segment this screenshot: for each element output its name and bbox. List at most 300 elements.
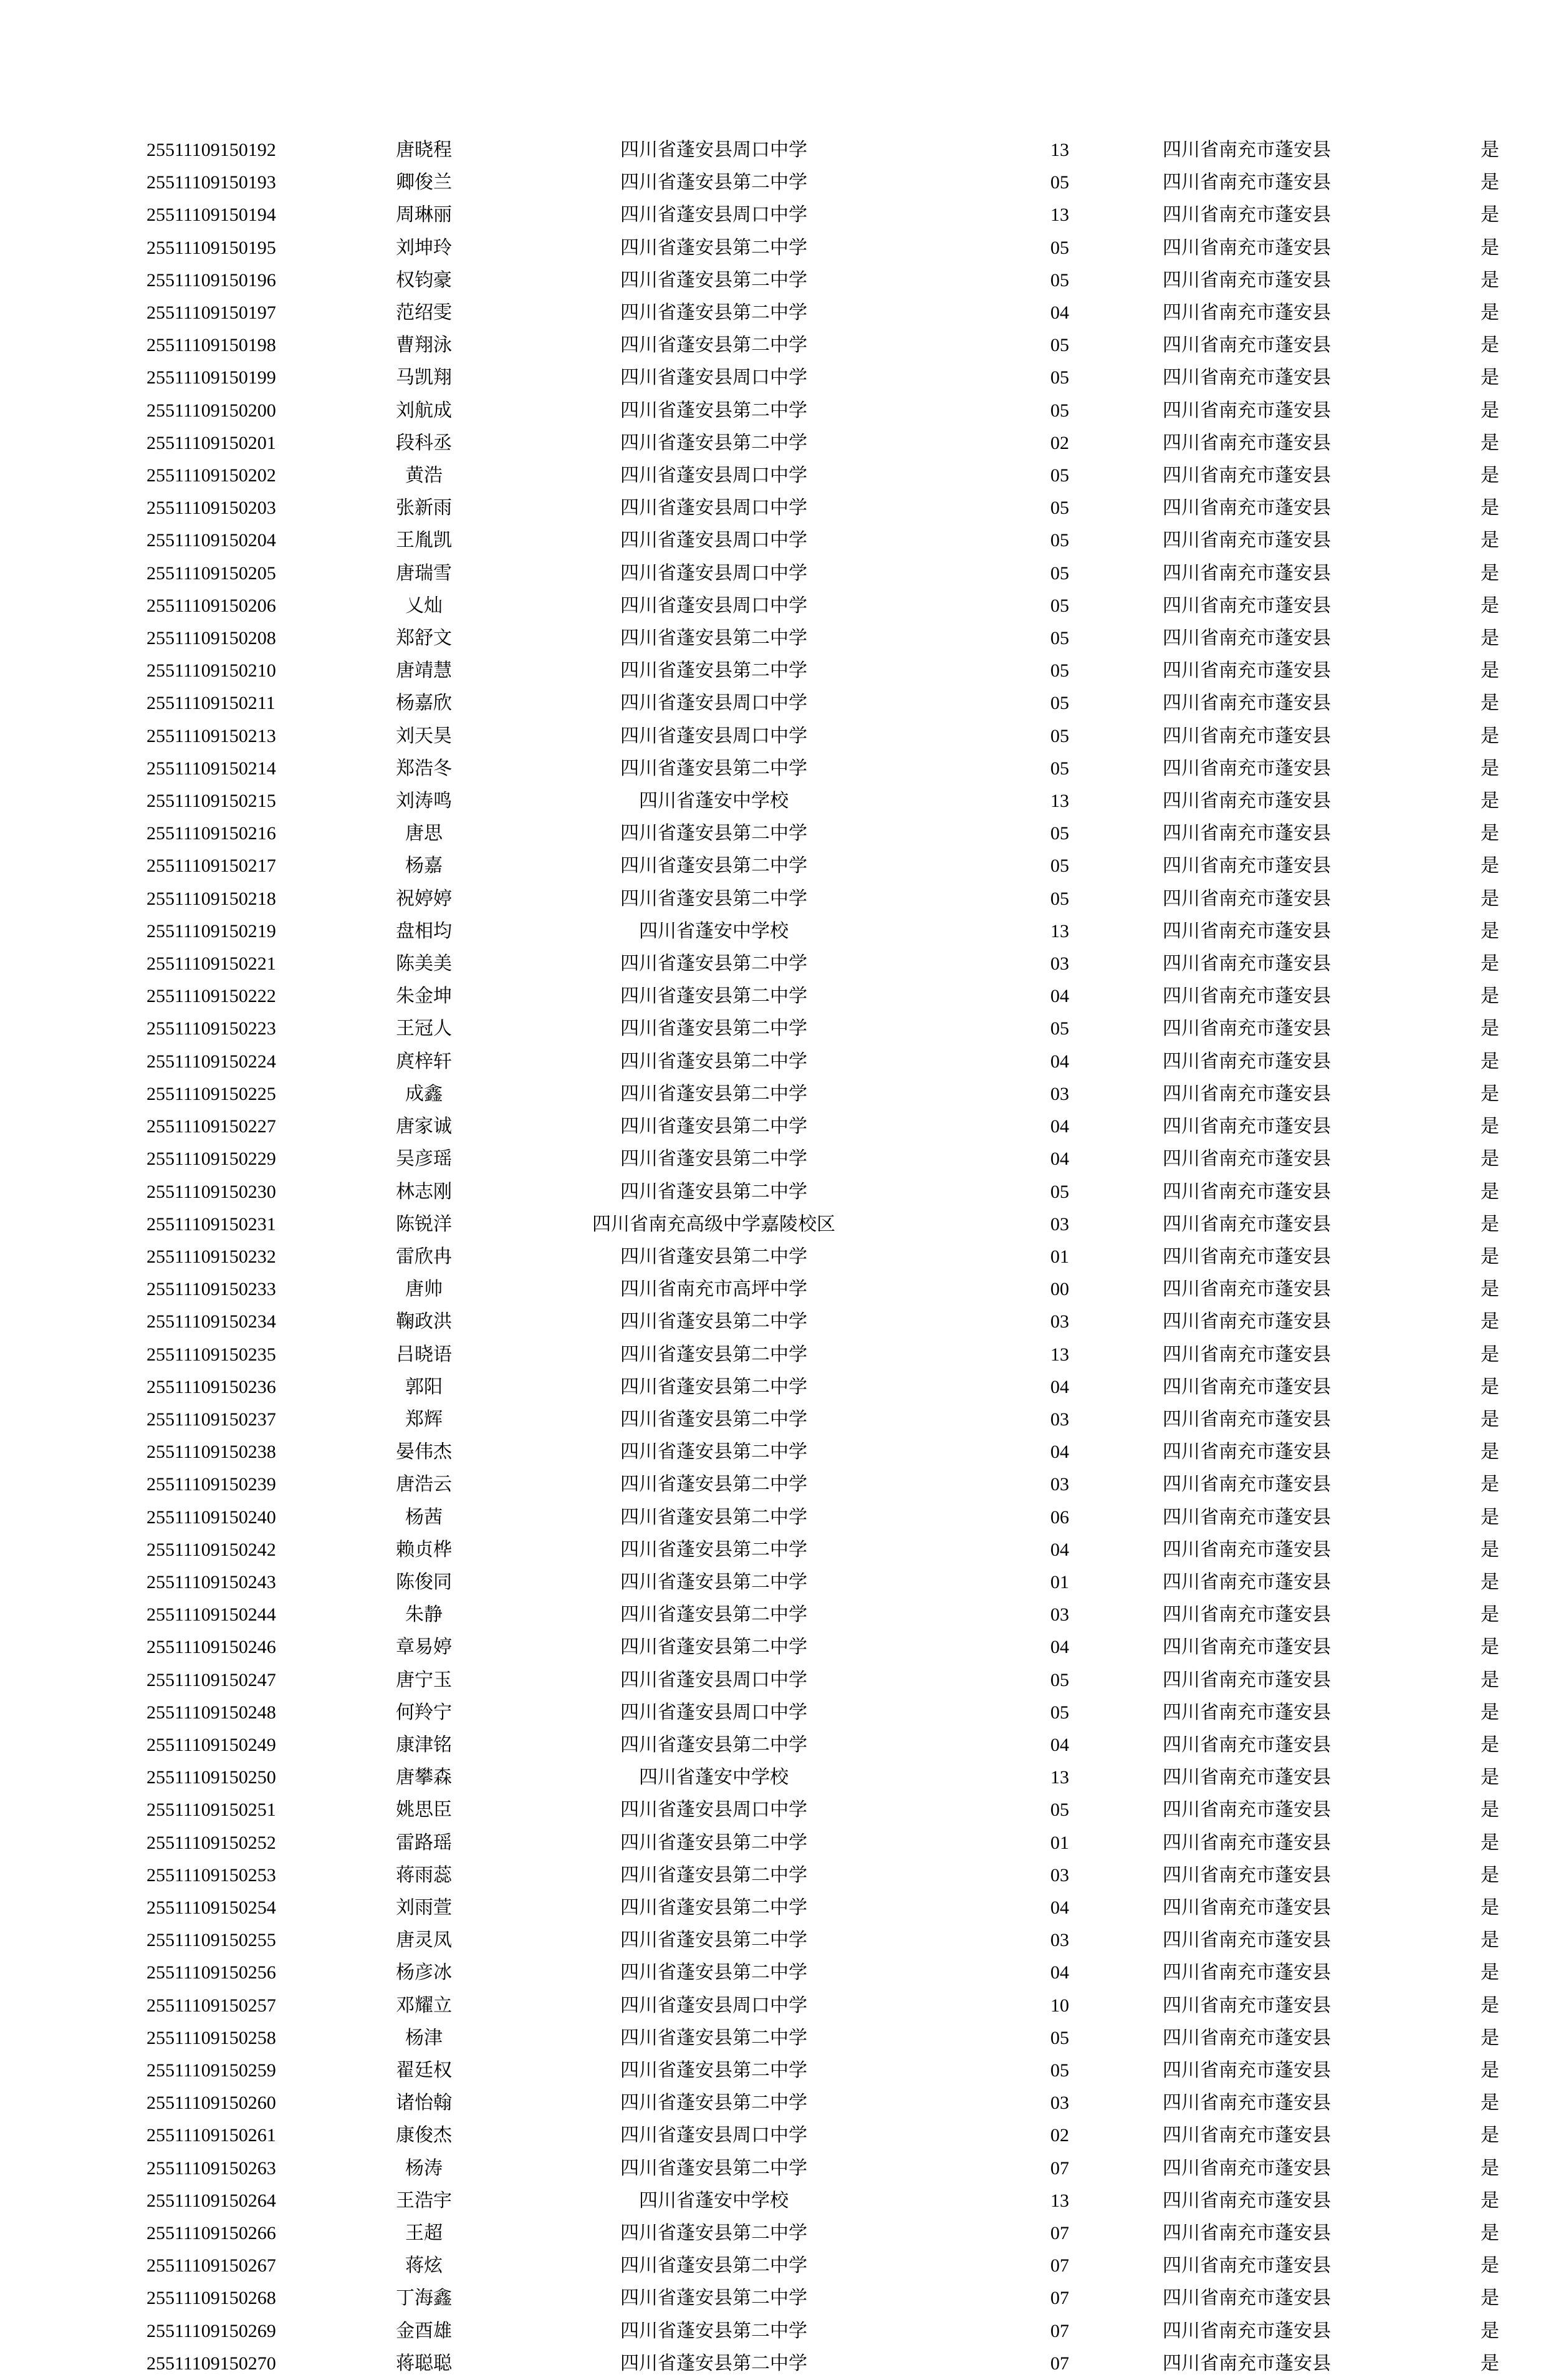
- cell-region: 四川省南充市蓬安县: [1163, 2353, 1331, 2374]
- cell-candidate-name: 王冠人: [396, 1018, 452, 1039]
- cell-region: 四川省南充市蓬安县: [1163, 530, 1331, 551]
- cell-school: 四川省蓬安县第二中学: [620, 1246, 807, 1267]
- cell-school: 四川省蓬安县第二中学: [620, 986, 807, 1007]
- cell-code: 04: [1050, 1149, 1069, 1170]
- cell-candidate-name: 王胤凯: [396, 530, 452, 551]
- table-row: [146, 948, 1546, 980]
- cell-candidate-name: 刘涛鸣: [396, 791, 452, 812]
- cell-school: 四川省蓬安县第二中学: [620, 628, 807, 649]
- cell-school: 四川省蓬安县周口中学: [620, 1669, 807, 1690]
- cell-code: 05: [1050, 1799, 1069, 1821]
- cell-candidate-name: 张新雨: [396, 498, 452, 519]
- cell-spacer: [932, 199, 957, 231]
- table-row: [146, 2185, 1546, 2217]
- cell-candidate-id: 25511109150201: [146, 432, 276, 453]
- cell-region: 四川省南充市蓬安县: [1163, 1311, 1331, 1332]
- cell-candidate-name: 何羚宁: [396, 1702, 452, 1723]
- cell-region: 四川省南充市蓬安县: [1163, 1213, 1331, 1235]
- cell-candidate-name: 蒋聪聪: [396, 2353, 452, 2374]
- cell-candidate-id: 25511109150239: [146, 1474, 276, 1495]
- cell-region: 四川省南充市蓬安县: [1163, 2027, 1331, 2048]
- cell-school: 四川省蓬安县第二中学: [620, 1376, 807, 1397]
- cell-region: 四川省南充市蓬安县: [1163, 986, 1331, 1007]
- cell-candidate-id: 25511109150221: [146, 953, 276, 975]
- cell-candidate-name: 朱静: [405, 1604, 443, 1626]
- table-row: [146, 1046, 1546, 1078]
- cell-code: 05: [1050, 628, 1069, 649]
- cell-candidate-name: 林志刚: [396, 1181, 452, 1202]
- table-row: [146, 1306, 1546, 1338]
- cell-region: 四川省南充市蓬安县: [1163, 595, 1331, 616]
- cell-candidate-name: 雷欣冉: [396, 1246, 452, 1267]
- cell-candidate-name: 杨嘉欣: [396, 693, 452, 714]
- cell-spacer: [932, 1827, 957, 1859]
- cell-code: 03: [1050, 1604, 1069, 1626]
- cell-candidate-name: 邓耀立: [396, 1995, 452, 2016]
- cell-spacer: [932, 1111, 957, 1143]
- cell-spacer: [932, 817, 957, 850]
- cell-region: 四川省南充市蓬安县: [1163, 400, 1331, 421]
- cell-spacer: [932, 1990, 957, 2022]
- cell-school: 四川省蓬安县第二中学: [620, 1149, 807, 1170]
- cell-spacer: [932, 753, 957, 785]
- cell-candidate-name: 郑舒文: [396, 628, 452, 649]
- table-row: [146, 2250, 1546, 2282]
- cell-candidate-name: 祝婷婷: [396, 888, 452, 909]
- table-row: [146, 1143, 1546, 1175]
- table-row: [146, 329, 1546, 362]
- cell-flag: 是: [1481, 1669, 1499, 1690]
- cell-spacer: [932, 2055, 957, 2087]
- cell-spacer: [932, 1306, 957, 1338]
- cell-flag: 是: [1481, 2288, 1499, 2309]
- cell-candidate-name: 刘航成: [396, 400, 452, 421]
- cell-candidate-name: 成鑫: [405, 1083, 443, 1104]
- cell-code: 04: [1050, 1897, 1069, 1918]
- cell-region: 四川省南充市蓬安县: [1163, 628, 1331, 649]
- cell-candidate-id: 25511109150259: [146, 2060, 276, 2081]
- table-row: [146, 2087, 1546, 2119]
- cell-candidate-id: 25511109150196: [146, 269, 276, 291]
- table-row: [146, 1501, 1546, 1534]
- table-row: [146, 1208, 1546, 1241]
- cell-flag: 是: [1481, 400, 1499, 421]
- cell-school: 四川省蓬安县第二中学: [620, 2353, 807, 2374]
- cell-candidate-name: 唐晓程: [396, 140, 452, 160]
- cell-flag: 是: [1481, 2353, 1499, 2374]
- cell-school: 四川省蓬安中学校: [639, 791, 789, 812]
- cell-region: 四川省南充市蓬安县: [1163, 1864, 1331, 1886]
- cell-flag: 是: [1481, 237, 1499, 258]
- cell-spacer: [932, 2087, 957, 2119]
- cell-school: 四川省蓬安县周口中学: [620, 367, 807, 388]
- cell-flag: 是: [1481, 920, 1499, 942]
- cell-region: 四川省南充市蓬安县: [1163, 2190, 1331, 2211]
- cell-code: 01: [1050, 1571, 1069, 1592]
- table-row: [146, 2315, 1546, 2348]
- table-row: [146, 850, 1546, 882]
- cell-spacer: [932, 1404, 957, 1436]
- cell-code: 03: [1050, 1930, 1069, 1951]
- cell-spacer: [932, 1176, 957, 1208]
- cell-candidate-id: 25511109150230: [146, 1181, 276, 1202]
- cell-candidate-name: 翟廷权: [396, 2060, 452, 2081]
- cell-candidate-name: 康津铭: [396, 1734, 452, 1755]
- cell-flag: 是: [1481, 725, 1499, 746]
- cell-candidate-id: 25511109150246: [146, 1637, 276, 1658]
- cell-flag: 是: [1481, 1279, 1499, 1300]
- cell-flag: 是: [1481, 1832, 1499, 1853]
- cell-spacer: [932, 1501, 957, 1534]
- cell-region: 四川省南充市蓬安县: [1163, 302, 1331, 324]
- cell-flag: 是: [1481, 1376, 1499, 1397]
- cell-candidate-id: 25511109150195: [146, 237, 276, 258]
- cell-candidate-name: 权钧豪: [396, 269, 452, 291]
- cell-candidate-name: 唐瑞雪: [396, 562, 452, 584]
- cell-code: 07: [1050, 2255, 1069, 2276]
- cell-candidate-id: 25511109150248: [146, 1702, 276, 1723]
- cell-school: 四川省蓬安县第二中学: [620, 2255, 807, 2276]
- cell-code: 07: [1050, 2288, 1069, 2309]
- table-row: [146, 1534, 1546, 1566]
- table-row: [146, 2055, 1546, 2087]
- table-row: [146, 395, 1546, 427]
- table-row: [146, 1371, 1546, 1404]
- cell-flag: 是: [1481, 2190, 1499, 2211]
- cell-candidate-name: 唐攀森: [396, 1767, 452, 1788]
- cell-spacer: [932, 1273, 957, 1306]
- cell-flag: 是: [1481, 1409, 1499, 1430]
- cell-region: 四川省南充市蓬安县: [1163, 1832, 1331, 1853]
- cell-flag: 是: [1481, 205, 1499, 226]
- cell-candidate-name: 刘天昊: [396, 725, 452, 746]
- cell-candidate-id: 25511109150238: [146, 1442, 276, 1463]
- cell-school: 四川省蓬安县第二中学: [620, 2027, 807, 2048]
- cell-candidate-name: 郭阳: [405, 1376, 443, 1397]
- cell-flag: 是: [1481, 2027, 1499, 2048]
- cell-spacer: [932, 850, 957, 882]
- cell-region: 四川省南充市蓬安县: [1163, 1279, 1331, 1300]
- cell-candidate-id: 25511109150267: [146, 2255, 276, 2276]
- cell-flag: 是: [1481, 1474, 1499, 1495]
- cell-flag: 是: [1481, 465, 1499, 486]
- cell-candidate-id: 25511109150219: [146, 920, 276, 942]
- cell-flag: 是: [1481, 1962, 1499, 1983]
- cell-region: 四川省南充市蓬安县: [1163, 1962, 1331, 1983]
- cell-school: 四川省蓬安县周口中学: [620, 1995, 807, 2016]
- cell-candidate-id: 25511109150198: [146, 335, 276, 356]
- cell-school: 四川省蓬安县第二中学: [620, 1604, 807, 1626]
- cell-flag: 是: [1481, 2223, 1499, 2243]
- cell-code: 13: [1050, 1767, 1069, 1788]
- cell-code: 04: [1050, 1116, 1069, 1137]
- cell-code: 05: [1050, 888, 1069, 909]
- cell-flag: 是: [1481, 2125, 1499, 2146]
- cell-code: 05: [1050, 693, 1069, 714]
- cell-candidate-id: 25511109150231: [146, 1213, 276, 1235]
- cell-candidate-id: 25511109150255: [146, 1930, 276, 1951]
- cell-candidate-name: 王超: [405, 2223, 443, 2243]
- table-row: [146, 1697, 1546, 1729]
- table-row: [146, 1436, 1546, 1468]
- cell-candidate-id: 25511109150204: [146, 530, 276, 551]
- cell-school: 四川省蓬安县周口中学: [620, 2125, 807, 2146]
- cell-school: 四川省蓬安县第二中学: [620, 1051, 807, 1072]
- cell-flag: 是: [1481, 562, 1499, 584]
- cell-spacer: [932, 622, 957, 655]
- cell-region: 四川省南充市蓬安县: [1163, 2157, 1331, 2179]
- cell-code: 05: [1050, 400, 1069, 421]
- cell-flag: 是: [1481, 1083, 1499, 1104]
- cell-school: 四川省蓬安县周口中学: [620, 725, 807, 746]
- cell-school: 四川省蓬安县第二中学: [620, 758, 807, 779]
- cell-flag: 是: [1481, 172, 1499, 193]
- cell-region: 四川省南充市蓬安县: [1163, 172, 1331, 193]
- cell-candidate-name: 陈美美: [396, 953, 452, 975]
- cell-school: 四川省蓬安县第二中学: [620, 1539, 807, 1560]
- cell-candidate-id: 25511109150217: [146, 855, 276, 877]
- cell-spacer: [932, 883, 957, 915]
- cell-code: 03: [1050, 1311, 1069, 1332]
- cell-candidate-id: 25511109150225: [146, 1083, 276, 1104]
- cell-school: 四川省蓬安县第二中学: [620, 1506, 807, 1528]
- cell-candidate-name: 唐靖慧: [396, 660, 452, 682]
- cell-school: 四川省蓬安县周口中学: [620, 530, 807, 551]
- cell-region: 四川省南充市蓬安县: [1163, 1474, 1331, 1495]
- cell-school: 四川省蓬安县第二中学: [620, 2060, 807, 2081]
- cell-flag: 是: [1481, 1506, 1499, 1528]
- cell-spacer: [932, 1013, 957, 1045]
- cell-spacer: [932, 1241, 957, 1273]
- table-body: [146, 134, 1546, 2380]
- cell-school: 四川省蓬安县第二中学: [620, 335, 807, 356]
- cell-code: 03: [1050, 2093, 1069, 2114]
- table-row: [146, 1631, 1546, 1664]
- cell-region: 四川省南充市蓬安县: [1163, 1539, 1331, 1560]
- cell-school: 四川省蓬安县第二中学: [620, 953, 807, 975]
- cell-school: 四川省蓬安县第二中学: [620, 1344, 807, 1365]
- cell-school: 四川省蓬安县第二中学: [620, 2157, 807, 2179]
- cell-code: 04: [1050, 1051, 1069, 1072]
- cell-spacer: [932, 2185, 957, 2217]
- cell-candidate-name: 郑辉: [405, 1409, 443, 1430]
- cell-spacer: [932, 2315, 957, 2348]
- cell-code: 01: [1050, 1832, 1069, 1853]
- cell-school: 四川省蓬安县第二中学: [620, 2320, 807, 2341]
- cell-candidate-id: 25511109150234: [146, 1311, 276, 1332]
- cell-school: 四川省蓬安县周口中学: [620, 562, 807, 584]
- cell-school: 四川省蓬安县第二中学: [620, 1637, 807, 1658]
- cell-flag: 是: [1481, 1539, 1499, 1560]
- cell-spacer: [932, 395, 957, 427]
- cell-candidate-id: 25511109150261: [146, 2125, 276, 2146]
- cell-code: 03: [1050, 953, 1069, 975]
- cell-code: 02: [1050, 432, 1069, 453]
- cell-spacer: [932, 1371, 957, 1404]
- cell-candidate-id: 25511109150199: [146, 367, 276, 388]
- table-row: [146, 362, 1546, 394]
- cell-candidate-name: 鞠政洪: [396, 1311, 452, 1332]
- cell-region: 四川省南充市蓬安县: [1163, 2125, 1331, 2146]
- cell-spacer: [932, 297, 957, 329]
- cell-candidate-id: 25511109150203: [146, 498, 276, 519]
- cell-flag: 是: [1481, 1344, 1499, 1365]
- cell-code: 00: [1050, 1279, 1069, 1300]
- cell-candidate-name: 陈俊同: [396, 1571, 452, 1592]
- cell-candidate-name: 诸怡翰: [396, 2093, 452, 2114]
- cell-spacer: [932, 1339, 957, 1371]
- cell-spacer: [932, 232, 957, 264]
- cell-flag: 是: [1481, 1116, 1499, 1137]
- cell-region: 四川省南充市蓬安县: [1163, 1669, 1331, 1690]
- cell-flag: 是: [1481, 1442, 1499, 1463]
- cell-region: 四川省南充市蓬安县: [1163, 367, 1331, 388]
- cell-region: 四川省南充市蓬安县: [1163, 1246, 1331, 1267]
- candidate-roster-table: [146, 134, 1546, 2380]
- cell-code: 13: [1050, 920, 1069, 942]
- cell-candidate-name: 吴彦瑶: [396, 1149, 452, 1170]
- table-row: [146, 1078, 1546, 1111]
- cell-flag: 是: [1481, 432, 1499, 453]
- cell-candidate-id: 25511109150216: [146, 823, 276, 844]
- cell-candidate-id: 25511109150192: [146, 140, 276, 160]
- cell-school: 四川省蓬安中学校: [639, 2190, 789, 2211]
- cell-flag: 是: [1481, 2255, 1499, 2276]
- cell-school: 四川省蓬安中学校: [639, 1767, 789, 1788]
- cell-flag: 是: [1481, 1604, 1499, 1626]
- cell-school: 四川省蓬安县第二中学: [620, 269, 807, 291]
- cell-candidate-name: 曹翔泳: [396, 335, 452, 356]
- table-row: [146, 1566, 1546, 1599]
- cell-code: 04: [1050, 302, 1069, 324]
- table-row: [146, 1924, 1546, 1957]
- cell-school: 四川省蓬安县第二中学: [620, 1409, 807, 1430]
- cell-candidate-name: 姚思臣: [396, 1799, 452, 1821]
- cell-flag: 是: [1481, 367, 1499, 388]
- cell-region: 四川省南充市蓬安县: [1163, 855, 1331, 877]
- cell-region: 四川省南充市蓬安县: [1163, 1702, 1331, 1723]
- cell-candidate-name: 盘相均: [396, 920, 452, 942]
- cell-spacer: [932, 492, 957, 524]
- cell-code: 05: [1050, 1669, 1069, 1690]
- cell-flag: 是: [1481, 1930, 1499, 1951]
- table-row: [146, 1111, 1546, 1143]
- cell-flag: 是: [1481, 693, 1499, 714]
- cell-candidate-name: 唐宁玉: [396, 1669, 452, 1690]
- cell-code: 05: [1050, 465, 1069, 486]
- cell-spacer: [932, 134, 957, 166]
- cell-flag: 是: [1481, 791, 1499, 812]
- cell-spacer: [932, 264, 957, 297]
- cell-spacer: [932, 1046, 957, 1078]
- cell-flag: 是: [1481, 758, 1499, 779]
- cell-candidate-id: 25511109150229: [146, 1149, 276, 1170]
- table-row: [146, 1729, 1546, 1761]
- cell-candidate-name: 杨津: [405, 2027, 443, 2048]
- cell-candidate-name: 唐帅: [405, 1279, 443, 1300]
- cell-spacer: [932, 1143, 957, 1175]
- cell-school: 四川省蓬安县第二中学: [620, 432, 807, 453]
- cell-flag: 是: [1481, 1995, 1499, 2016]
- cell-candidate-id: 25511109150208: [146, 628, 276, 649]
- cell-candidate-name: 唐灵凤: [396, 1930, 452, 1951]
- cell-school: 四川省蓬安县周口中学: [620, 1702, 807, 1723]
- cell-school: 四川省南充高级中学嘉陵校区: [592, 1213, 835, 1235]
- cell-region: 四川省南充市蓬安县: [1163, 1767, 1331, 1788]
- table-row: [146, 655, 1546, 687]
- cell-region: 四川省南充市蓬安县: [1163, 1409, 1331, 1430]
- cell-flag: 是: [1481, 1897, 1499, 1918]
- cell-school: 四川省蓬安县第二中学: [620, 1474, 807, 1495]
- cell-candidate-id: 25511109150252: [146, 1832, 276, 1853]
- table-row: [146, 232, 1546, 264]
- cell-flag: 是: [1481, 1799, 1499, 1821]
- cell-region: 四川省南充市蓬安县: [1163, 1149, 1331, 1170]
- cell-code: 07: [1050, 2223, 1069, 2243]
- cell-spacer: [932, 655, 957, 687]
- cell-candidate-name: 王浩宇: [396, 2190, 452, 2211]
- cell-spacer: [932, 1697, 957, 1729]
- cell-flag: 是: [1481, 1051, 1499, 1072]
- cell-flag: 是: [1481, 498, 1499, 519]
- cell-candidate-id: 25511109150240: [146, 1506, 276, 1528]
- cell-region: 四川省南充市蓬安县: [1163, 823, 1331, 844]
- cell-candidate-id: 25511109150210: [146, 660, 276, 682]
- cell-candidate-name: 马凯翔: [396, 367, 452, 388]
- cell-code: 04: [1050, 1637, 1069, 1658]
- cell-candidate-name: 朱金坤: [396, 986, 452, 1007]
- cell-spacer: [932, 1208, 957, 1241]
- cell-school: 四川省蓬安县周口中学: [620, 140, 807, 160]
- cell-flag: 是: [1481, 855, 1499, 877]
- cell-code: 07: [1050, 2320, 1069, 2341]
- table-row: [146, 687, 1546, 720]
- cell-candidate-name: 蒋雨蕊: [396, 1864, 452, 1886]
- cell-school: 四川省蓬安县第二中学: [620, 302, 807, 324]
- cell-candidate-id: 25511109150202: [146, 465, 276, 486]
- cell-region: 四川省南充市蓬安县: [1163, 1116, 1331, 1137]
- cell-region: 四川省南充市蓬安县: [1163, 1571, 1331, 1592]
- cell-region: 四川省南充市蓬安县: [1163, 2223, 1331, 2243]
- cell-school: 四川省蓬安县周口中学: [620, 465, 807, 486]
- cell-spacer: [932, 1859, 957, 1892]
- cell-code: 05: [1050, 530, 1069, 551]
- cell-spacer: [932, 1468, 957, 1501]
- cell-school: 四川省南充市高坪中学: [620, 1279, 807, 1300]
- table-row: [146, 1241, 1546, 1273]
- cell-flag: 是: [1481, 1149, 1499, 1170]
- table-row: [146, 720, 1546, 753]
- cell-spacer: [932, 1664, 957, 1697]
- cell-candidate-id: 25511109150266: [146, 2223, 276, 2243]
- cell-spacer: [932, 980, 957, 1013]
- cell-candidate-id: 25511109150193: [146, 172, 276, 193]
- cell-flag: 是: [1481, 823, 1499, 844]
- cell-spacer: [932, 1436, 957, 1468]
- cell-spacer: [932, 362, 957, 394]
- cell-spacer: [932, 2119, 957, 2152]
- cell-candidate-id: 25511109150247: [146, 1669, 276, 1690]
- cell-spacer: [932, 1794, 957, 1826]
- cell-spacer: [932, 1957, 957, 1989]
- cell-code: 05: [1050, 2027, 1069, 2048]
- cell-candidate-id: 25511109150205: [146, 562, 276, 584]
- cell-region: 四川省南充市蓬安县: [1163, 1051, 1331, 1072]
- cell-region: 四川省南充市蓬安县: [1163, 1442, 1331, 1463]
- cell-spacer: [932, 1761, 957, 1794]
- cell-flag: 是: [1481, 1311, 1499, 1332]
- cell-spacer: [932, 590, 957, 622]
